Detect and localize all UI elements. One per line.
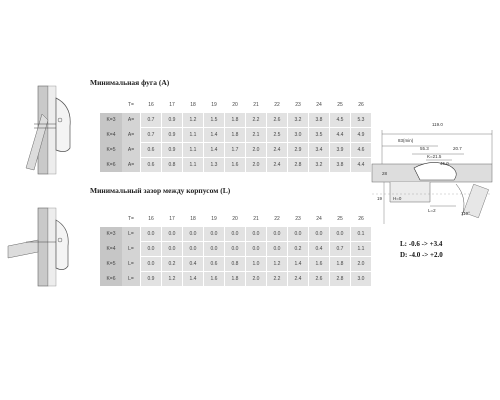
table-cell: 0.4	[183, 257, 204, 272]
table-cell: 3.4	[309, 143, 330, 158]
table-cell: 1.8	[225, 128, 246, 143]
table-cell: 3.5	[309, 128, 330, 143]
table-cell: 0.9	[162, 113, 183, 128]
minimum-clearance-table	[100, 212, 371, 286]
dim-19: 19	[377, 196, 383, 201]
column-header: 23	[288, 212, 309, 227]
row-k-label: K=6	[100, 272, 122, 287]
column-header: 18	[183, 212, 204, 227]
row-k-label: K=5	[100, 143, 122, 158]
table-cell: 3.8	[330, 158, 351, 173]
corner-cell	[100, 212, 122, 227]
row-param-label: L=	[122, 272, 141, 287]
dim-l: L=2	[428, 208, 436, 213]
column-header: 21	[246, 212, 267, 227]
table-cell: 0.0	[141, 242, 162, 257]
thickness-label: T=	[122, 98, 141, 113]
table-cell: 0.0	[246, 227, 267, 242]
table-cell: 0.9	[162, 128, 183, 143]
table-a-caption: Минимальная фуга (A)	[90, 78, 170, 87]
table-row	[100, 128, 371, 143]
table-cell: 2.2	[267, 272, 288, 287]
table-cell: 3.0	[288, 128, 309, 143]
column-header: 24	[309, 212, 330, 227]
row-k-label: K=6	[100, 158, 122, 173]
table-cell: 0.8	[225, 257, 246, 272]
table-cell: 1.7	[225, 143, 246, 158]
table-cell: 2.5	[267, 128, 288, 143]
dim-45: 45.0	[440, 161, 449, 166]
table-cell: 0.7	[141, 113, 162, 128]
table-cell: 1.2	[162, 272, 183, 287]
table-cell: 0.2	[162, 257, 183, 272]
table-cell: 0.8	[162, 158, 183, 173]
column-header: 22	[267, 98, 288, 113]
table-cell: 0.0	[288, 227, 309, 242]
table-row	[100, 143, 371, 158]
table-cell: 4.5	[330, 113, 351, 128]
column-header: 16	[141, 98, 162, 113]
dim-207: 20.7	[453, 146, 462, 151]
table-cell: 1.6	[225, 158, 246, 173]
table-cell: 0.0	[183, 242, 204, 257]
table-cell: 1.8	[225, 113, 246, 128]
table-cell: 1.8	[225, 272, 246, 287]
table-cell: 3.2	[309, 158, 330, 173]
column-header: 16	[141, 212, 162, 227]
table-cell: 0.0	[225, 227, 246, 242]
table-cell: 0.0	[141, 257, 162, 272]
l-adjustment-range: L: -0.6 -> +3.4	[400, 240, 443, 248]
column-header: 17	[162, 212, 183, 227]
table-cell: 0.0	[204, 227, 225, 242]
row-k-label: K=4	[100, 242, 122, 257]
row-param-label: A=	[122, 113, 141, 128]
table-cell: 0.0	[225, 242, 246, 257]
table-cell: 2.4	[267, 143, 288, 158]
table-cell: 1.1	[351, 242, 372, 257]
table-cell: 1.4	[204, 128, 225, 143]
thickness-label: T=	[122, 212, 141, 227]
table-cell: 1.1	[183, 158, 204, 173]
row-k-label: K=4	[100, 128, 122, 143]
table-cell: 2.9	[288, 143, 309, 158]
row-k-label: K=3	[100, 113, 122, 128]
table-cell: 1.8	[330, 257, 351, 272]
table-cell: 0.0	[309, 227, 330, 242]
table-cell: 1.1	[183, 128, 204, 143]
table-row	[100, 158, 371, 173]
table-cell: 0.1	[351, 227, 372, 242]
column-header: 25	[330, 212, 351, 227]
dim-55: 55.3	[420, 146, 429, 151]
table-cell: 0.9	[162, 143, 183, 158]
table-cell: 3.8	[309, 113, 330, 128]
column-header: 24	[309, 98, 330, 113]
table-cell: 2.8	[330, 272, 351, 287]
table-cell: 0.6	[141, 158, 162, 173]
table-cell: 1.6	[204, 272, 225, 287]
table-cell: 0.0	[162, 227, 183, 242]
table-cell: 0.0	[267, 227, 288, 242]
table-cell: 2.4	[267, 158, 288, 173]
d-adjustment-range: D: -4.0 -> +2.0	[400, 251, 443, 259]
table-cell: 1.6	[309, 257, 330, 272]
row-param-label: A=	[122, 143, 141, 158]
table-cell: 1.4	[183, 272, 204, 287]
column-header: 26	[351, 98, 372, 113]
table-cell: 1.4	[288, 257, 309, 272]
table-cell: 1.4	[204, 143, 225, 158]
table-cell: 3.0	[351, 272, 372, 287]
column-header: 20	[225, 212, 246, 227]
table-cell: 2.4	[288, 272, 309, 287]
table-cell: 2.0	[246, 272, 267, 287]
column-header: 21	[246, 98, 267, 113]
table-cell: 2.6	[309, 272, 330, 287]
table-l-caption: Минимальный зазор между корпусом (L)	[90, 186, 231, 195]
table-cell: 1.0	[246, 257, 267, 272]
column-header: 26	[351, 212, 372, 227]
column-header: 19	[204, 212, 225, 227]
table-cell: 2.1	[246, 128, 267, 143]
table-cell: 1.1	[183, 143, 204, 158]
table-cell: 2.2	[246, 113, 267, 128]
column-header: 22	[267, 212, 288, 227]
table-cell: 0.0	[246, 242, 267, 257]
table-row	[100, 113, 371, 128]
table-cell: 2.8	[288, 158, 309, 173]
hinge-illustration-a	[20, 84, 82, 176]
table-cell: 4.4	[351, 158, 372, 173]
table-cell: 0.7	[141, 128, 162, 143]
column-header: 17	[162, 98, 183, 113]
table-cell: 0.6	[204, 257, 225, 272]
column-header: 18	[183, 98, 204, 113]
dim-h: H=0	[393, 196, 402, 201]
table-cell: 0.0	[141, 227, 162, 242]
row-k-label: K=5	[100, 257, 122, 272]
table-header-row	[100, 98, 371, 113]
table-header-row	[100, 212, 371, 227]
column-header: 19	[204, 98, 225, 113]
table-cell: 3.2	[288, 113, 309, 128]
row-k-label: K=3	[100, 227, 122, 242]
table-cell: 0.9	[141, 272, 162, 287]
dim-28: 28	[382, 171, 388, 176]
table-cell: 2.0	[351, 257, 372, 272]
table-cell: 1.2	[183, 113, 204, 128]
hinge-illustration-l	[6, 206, 82, 288]
table-cell: 0.0	[162, 242, 183, 257]
column-header: 20	[225, 98, 246, 113]
table-cell: 0.6	[141, 143, 162, 158]
table-cell: 0.0	[183, 227, 204, 242]
table-cell: 1.2	[267, 257, 288, 272]
table-row	[100, 272, 371, 287]
table-cell: 2.0	[246, 143, 267, 158]
row-param-label: L=	[122, 257, 141, 272]
column-header: 25	[330, 98, 351, 113]
table-cell: 0.0	[330, 227, 351, 242]
table-cell: 5.3	[351, 113, 372, 128]
table-cell: 0.0	[204, 242, 225, 257]
dim-overall: 119.0	[432, 122, 443, 127]
column-header: 23	[288, 98, 309, 113]
table-cell: 0.4	[309, 242, 330, 257]
dim-angle: 110°	[461, 211, 470, 216]
row-param-label: L=	[122, 242, 141, 257]
table-cell: 4.6	[351, 143, 372, 158]
dim-k: K=21.5	[427, 154, 442, 159]
table-cell: 1.5	[204, 113, 225, 128]
table-row	[100, 242, 371, 257]
minimum-gap-table	[100, 98, 371, 172]
corner-cell	[100, 98, 122, 113]
table-row	[100, 257, 371, 272]
table-cell: 0.2	[288, 242, 309, 257]
table-cell: 1.3	[204, 158, 225, 173]
table-cell: 2.6	[267, 113, 288, 128]
table-cell: 2.0	[246, 158, 267, 173]
table-row	[100, 227, 371, 242]
table-cell: 3.9	[330, 143, 351, 158]
table-cell: 0.0	[267, 242, 288, 257]
row-param-label: A=	[122, 158, 141, 173]
table-cell: 0.7	[330, 242, 351, 257]
dim-depth: 83(min)	[398, 138, 414, 143]
row-param-label: A=	[122, 128, 141, 143]
table-cell: 4.9	[351, 128, 372, 143]
row-param-label: L=	[122, 227, 141, 242]
table-cell: 4.4	[330, 128, 351, 143]
